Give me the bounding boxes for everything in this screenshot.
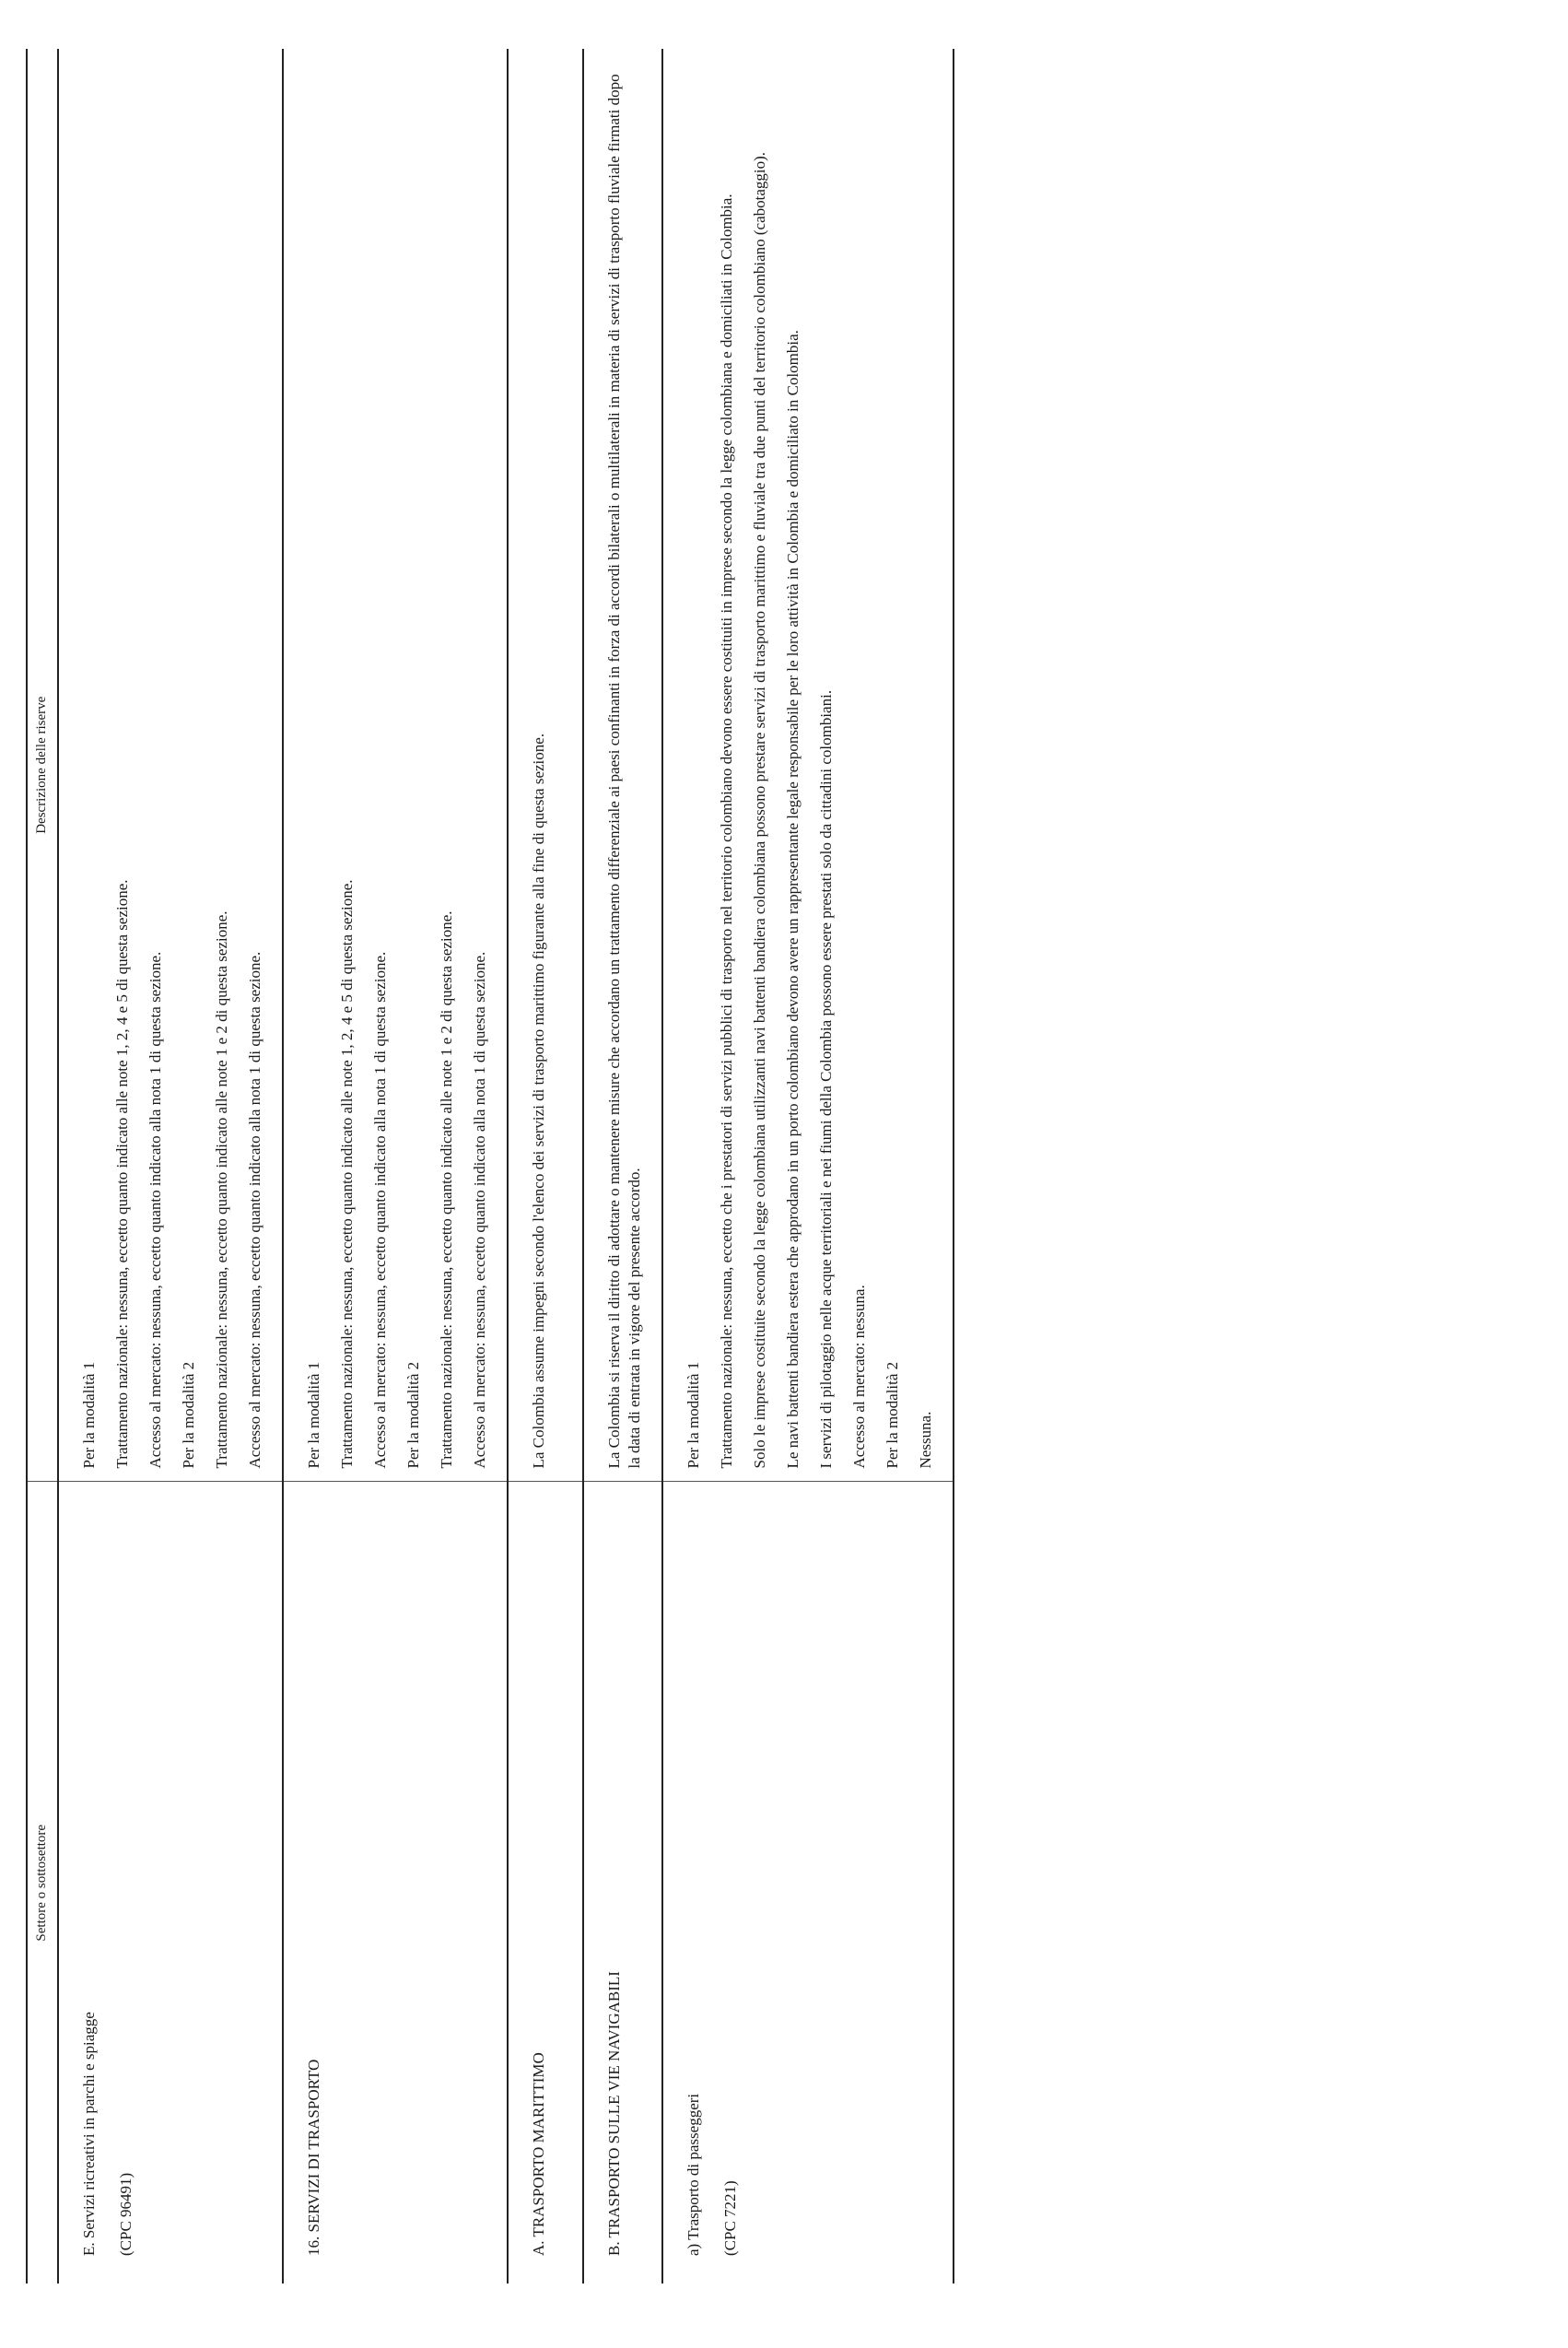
sector-code: (CPC 7221) bbox=[721, 2180, 739, 2256]
description-line: Per la modalità 1 bbox=[685, 1361, 702, 1469]
sector-title: a) Trasporto di passeggeri bbox=[685, 2093, 702, 2256]
description-line: Per la modalità 2 bbox=[883, 1361, 901, 1469]
description-line: Accesso al mercato: nessuna, eccetto quanto indicato alla nota 1 di questa sezione. bbox=[371, 951, 389, 1469]
sector-cell bbox=[58, 1482, 283, 2283]
description-line: Le navi battenti bandiera estera che approdano in un porto colombiano devono avere un rappresentante legale responsabile per le loro attività in Colombia e domiciliato in Colombia. bbox=[784, 330, 802, 1469]
description-cell bbox=[58, 49, 283, 1482]
description-line: Per la modalità 1 bbox=[305, 1361, 322, 1469]
rotated-page bbox=[26, 49, 1546, 2283]
description-line: Accesso al mercato: nessuna, eccetto quanto indicato alla nota 1 di questa sezione. bbox=[246, 951, 263, 1469]
sector-code: (CPC 96491) bbox=[117, 2172, 135, 2256]
sector-cell bbox=[662, 1482, 954, 2283]
description-line: Per la modalità 2 bbox=[180, 1361, 197, 1469]
description-line: Trattamento nazionale: nessuna, eccetto quanto indicato alle note 1 e 2 di questa sezione. bbox=[438, 910, 455, 1469]
description-line: La Colombia assume impegni secondo l'elenco dei servizi di trasporto marittimo figurante alla fine di questa sezione. bbox=[530, 733, 547, 1469]
sector-title: E. Servizi ricreativi in parchi e spiagge bbox=[80, 2012, 98, 2256]
description-line: Trattamento nazionale: nessuna, eccetto quanto indicato alle note 1 e 2 di questa sezione. bbox=[213, 910, 230, 1469]
table-row bbox=[662, 49, 954, 2283]
sector-title: 16. SERVIZI DI TRASPORTO bbox=[305, 2059, 322, 2256]
description-line: I servizi di pilotaggio nelle acque territoriali e nei fiumi della Colombia possono essere prestati solo da cittadini colombiani. bbox=[817, 689, 835, 1469]
description-line: Solo le imprese costituite secondo la legge colombiana utilizzanti navi battenti bandiera colombiana possono prestare servizi di trasporto marittimo e fluviale tra due punti del territorio colombiano (cabotaggio). bbox=[751, 151, 768, 1469]
table-row bbox=[583, 49, 662, 2283]
sector-cell bbox=[283, 1482, 508, 2283]
description-line: Accesso al mercato: nessuna. bbox=[850, 1285, 868, 1469]
description-cell bbox=[662, 49, 954, 1482]
description-cell bbox=[508, 49, 583, 1482]
description-cell bbox=[583, 49, 662, 1482]
table-row bbox=[283, 49, 508, 2283]
description-line: Per la modalità 2 bbox=[404, 1361, 422, 1469]
description-line: Per la modalità 1 bbox=[80, 1361, 98, 1469]
description-line: Accesso al mercato: nessuna, eccetto quanto indicato alla nota 1 di questa sezione. bbox=[146, 951, 164, 1469]
description-line: Accesso al mercato: nessuna, eccetto quanto indicato alla nota 1 di questa sezione. bbox=[471, 951, 488, 1469]
column-header-sector: Settore o sottosettore bbox=[27, 1482, 58, 2283]
column-header-description: Descrizione delle riserve bbox=[27, 49, 58, 1482]
description-line: La Colombia si riserva il diritto di adottare o mantenere misure che accordano un trattamento differenziale ai paesi confinanti in forza di accordi bilaterali o multilaterali in materia di servizi di trasporto fluviale firmati dopo la data di entrata in vigore del presente accordo. bbox=[605, 74, 643, 1469]
reservations-table bbox=[26, 49, 954, 2283]
description-line: Trattamento nazionale: nessuna, eccetto quanto indicato alle note 1, 2, 4 e 5 di questa sezione. bbox=[113, 879, 131, 1469]
sector-cell bbox=[583, 1482, 662, 2283]
sector-title: B. TRASPORTO SULLE VIE NAVIGABILI bbox=[605, 1971, 623, 2256]
table-row bbox=[508, 49, 583, 2283]
description-line: Nessuna. bbox=[917, 1411, 934, 1469]
description-cell bbox=[283, 49, 508, 1482]
table-header-row bbox=[27, 49, 58, 2283]
table-row bbox=[58, 49, 283, 2283]
description-line: Trattamento nazionale: nessuna, eccetto che i prestatori di servizi pubblici di trasporto nel territorio colombiano devono essere costituiti in imprese secondo la legge colombiana e domiciliati in Colombia. bbox=[718, 194, 735, 1469]
sector-title: A. TRASPORTO MARITTIMO bbox=[530, 2052, 547, 2256]
description-line: Trattamento nazionale: nessuna, eccetto quanto indicato alle note 1, 2, 4 e 5 di questa sezione. bbox=[338, 879, 356, 1469]
sector-cell bbox=[508, 1482, 583, 2283]
